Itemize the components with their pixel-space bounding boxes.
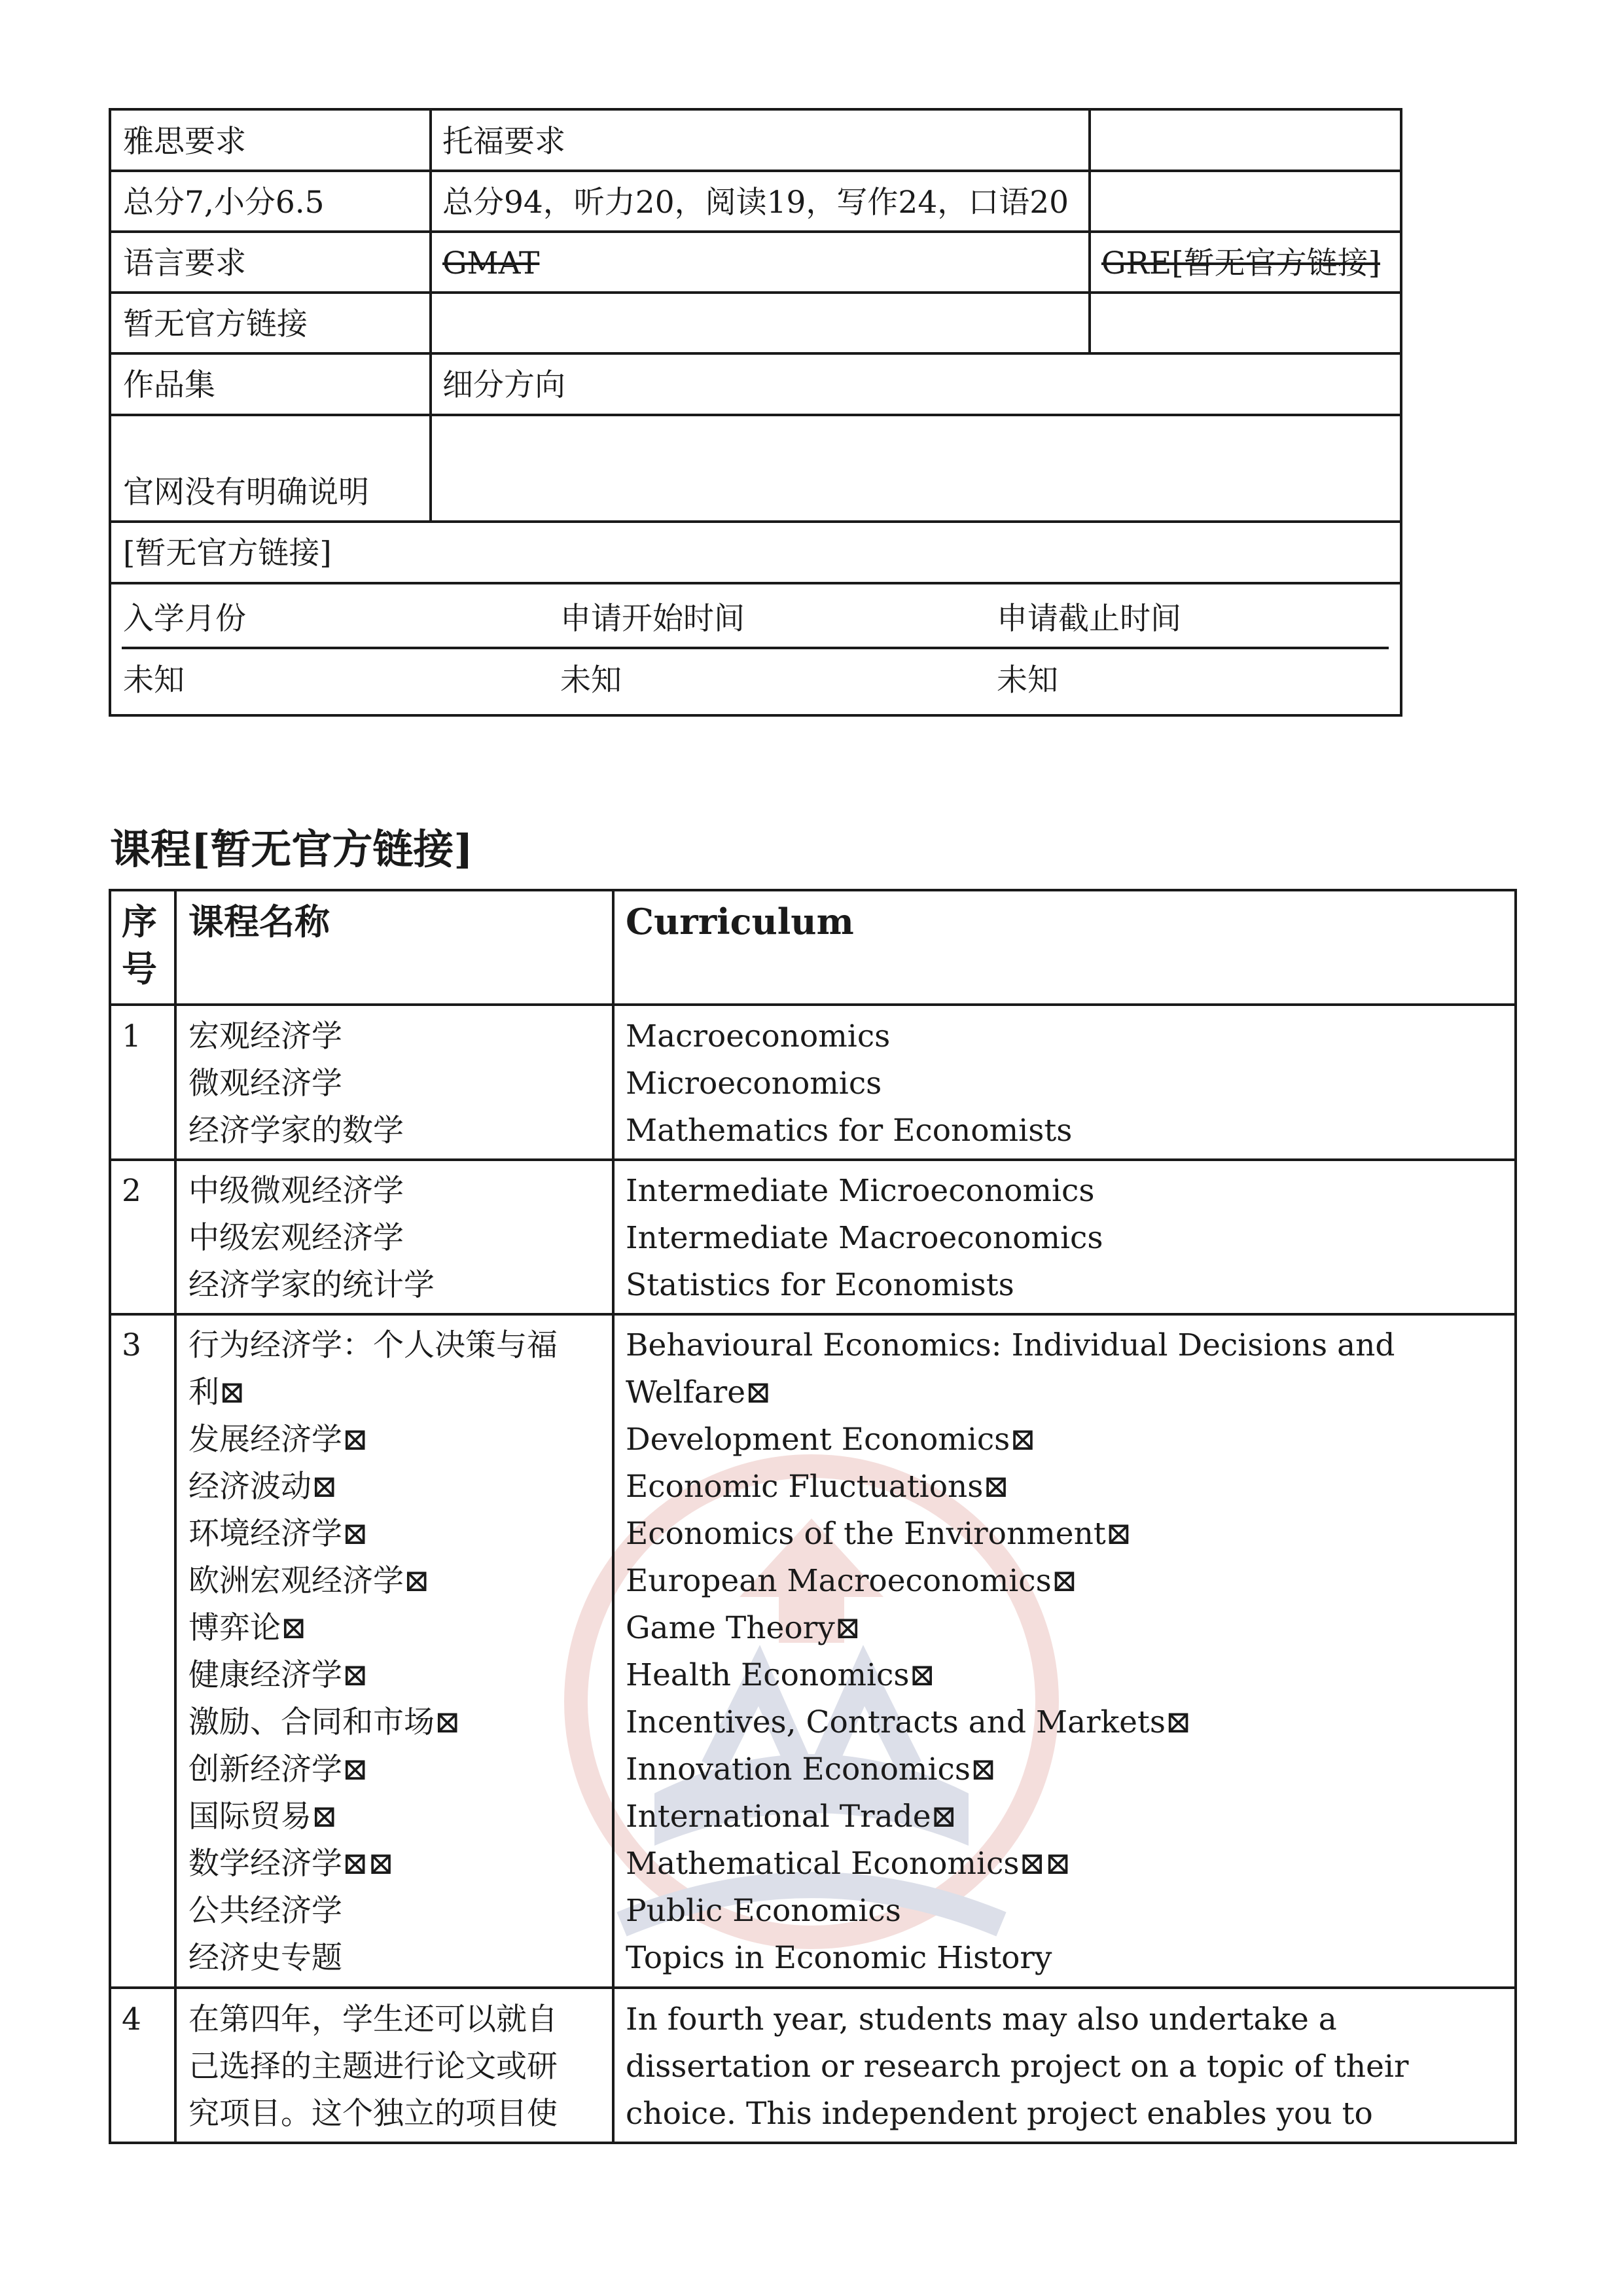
course-name-en: Microeconomics <box>626 1066 882 1102</box>
course-name-zh: 宏观经济学 <box>188 1018 342 1054</box>
course-section-title: 课程[暂无官方链接] <box>110 825 473 873</box>
header-no: 序号 <box>122 901 157 990</box>
dates-divider <box>122 647 1389 649</box>
no-official-link: 暂无官方链接 <box>123 306 308 342</box>
course-name-zh: 国际贸易⊠ <box>188 1799 338 1835</box>
course-name-en: International Trade⊠ <box>626 1799 957 1835</box>
course-name-zh: 数学经济学⊠⊠ <box>188 1846 394 1882</box>
app-deadline-header: 申请截止时间 <box>997 601 1181 637</box>
row-number: 1 <box>122 1018 141 1054</box>
course-names-zh <box>188 1168 435 1309</box>
course-name-zh: 经济波动⊠ <box>188 1469 338 1505</box>
app-start-header: 申请开始时间 <box>560 601 745 637</box>
course-name-zh: 利⊠ <box>188 1374 245 1410</box>
portfolio-value: 官网没有明确说明 <box>123 475 369 511</box>
course-name-en: European Macroeconomics⊠ <box>626 1563 1078 1599</box>
course-names-zh <box>188 1013 404 1155</box>
col-divider <box>429 108 432 520</box>
row-number: 3 <box>122 1327 141 1363</box>
course-name-en: dissertation or research project on a topic of their <box>626 2049 1409 2085</box>
course-name-zh: 经济学家的数学 <box>188 1113 404 1149</box>
course-name-en: Incentives, Contracts and Markets⊠ <box>626 1704 1192 1740</box>
row-divider <box>109 414 1402 416</box>
col-divider <box>174 889 177 2144</box>
course-name-zh: 激励、合同和市场⊠ <box>188 1704 461 1740</box>
course-name-zh: 健康经济学⊠ <box>188 1657 368 1693</box>
row-number: 2 <box>122 1173 141 1209</box>
course-names-en <box>626 1322 1395 1982</box>
ielts-value: 总分7,小分6.5 <box>123 185 325 221</box>
course-name-en: Macroeconomics <box>626 1018 891 1054</box>
header-course-name: 课程名称 <box>188 901 330 942</box>
course-name-zh: 究项目。这个独立的项目使 <box>188 2096 558 2132</box>
portfolio-label: 作品集 <box>123 367 215 403</box>
course-name-en: Intermediate Macroeconomics <box>626 1220 1103 1256</box>
course-name-zh: 中级微观经济学 <box>188 1173 404 1209</box>
intake-month-value: 未知 <box>123 662 185 698</box>
app-deadline-value: 未知 <box>997 662 1058 698</box>
course-name-zh: 微观经济学 <box>188 1066 342 1102</box>
row-divider <box>109 170 1402 172</box>
row-number: 4 <box>122 2001 141 2037</box>
course-name-zh: 己选择的主题进行论文或研 <box>188 2049 558 2085</box>
course-name-zh: 公共经济学 <box>188 1893 342 1929</box>
app-start-value: 未知 <box>560 662 622 698</box>
row-divider <box>109 230 1402 233</box>
course-name-zh: 发展经济学⊠ <box>188 1422 368 1458</box>
course-name-en: Health Economics⊠ <box>626 1657 935 1693</box>
course-names-zh <box>188 1996 558 2138</box>
course-names-en <box>626 1013 1072 1155</box>
course-name-en: Mathematics for Economists <box>626 1113 1073 1149</box>
header-curriculum: Curriculum <box>626 901 854 942</box>
row-divider <box>109 520 1402 523</box>
course-name-zh: 环境经济学⊠ <box>188 1516 368 1552</box>
course-name-en: Welfare⊠ <box>626 1374 772 1410</box>
row-divider <box>109 291 1402 294</box>
intake-month-header: 入学月份 <box>123 601 246 637</box>
course-name-zh: 欧洲宏观经济学⊠ <box>188 1563 430 1599</box>
row-divider <box>109 1986 1517 1989</box>
course-name-en: In fourth year, students may also undertake a <box>626 2001 1337 2037</box>
course-name-en: choice. This independent project enables you to <box>626 2096 1373 2132</box>
course-name-en: Public Economics <box>626 1893 901 1929</box>
course-name-zh: 行为经济学：个人决策与福 <box>188 1327 558 1363</box>
course-name-en: Intermediate Microeconomics <box>626 1173 1095 1209</box>
course-name-zh: 博弈论⊠ <box>188 1610 307 1646</box>
row-divider <box>109 1003 1517 1006</box>
course-name-en: Game Theory⊠ <box>626 1610 861 1646</box>
row-divider <box>109 582 1402 584</box>
course-name-en: Mathematical Economics⊠⊠ <box>626 1846 1071 1882</box>
gre-label: GRE[暂无官方链接] <box>1101 245 1380 281</box>
col-divider <box>612 889 615 2144</box>
row-divider <box>109 1158 1517 1161</box>
course-name-zh: 经济学家的统计学 <box>188 1267 435 1303</box>
row-divider <box>109 352 1402 355</box>
row-divider <box>109 1313 1517 1316</box>
course-names-en <box>626 1996 1408 2138</box>
course-name-zh: 创新经济学⊠ <box>188 1751 368 1787</box>
gmat-label: GMAT <box>442 245 540 281</box>
course-name-en: Statistics for Economists <box>626 1267 1014 1303</box>
course-name-en: Innovation Economics⊠ <box>626 1751 997 1787</box>
toefl-label: 托福要求 <box>442 124 565 160</box>
ielts-label: 雅思要求 <box>123 124 246 160</box>
course-name-en: Economic Fluctuations⊠ <box>626 1469 1009 1505</box>
course-name-zh: 经济史专题 <box>188 1940 342 1976</box>
course-name-en: Behavioural Economics: Individual Decisions and <box>626 1327 1395 1363</box>
course-name-zh: 在第四年，学生还可以就自 <box>188 2001 558 2037</box>
course-name-en: Economics of the Environment⊠ <box>626 1516 1132 1552</box>
col-divider <box>1088 108 1091 352</box>
language-label: 语言要求 <box>123 245 246 281</box>
direction-label: 细分方向 <box>442 367 565 403</box>
course-name-en: Topics in Economic History <box>626 1940 1052 1976</box>
toefl-value: 总分94，听力20，阅读19，写作24，口语20 <box>442 185 1069 221</box>
course-name-zh: 中级宏观经济学 <box>188 1220 404 1256</box>
no-official-link: [暂无官方链接] <box>123 535 332 571</box>
course-name-en: Development Economics⊠ <box>626 1422 1036 1458</box>
course-names-en <box>626 1168 1103 1309</box>
course-names-zh <box>188 1322 558 1982</box>
